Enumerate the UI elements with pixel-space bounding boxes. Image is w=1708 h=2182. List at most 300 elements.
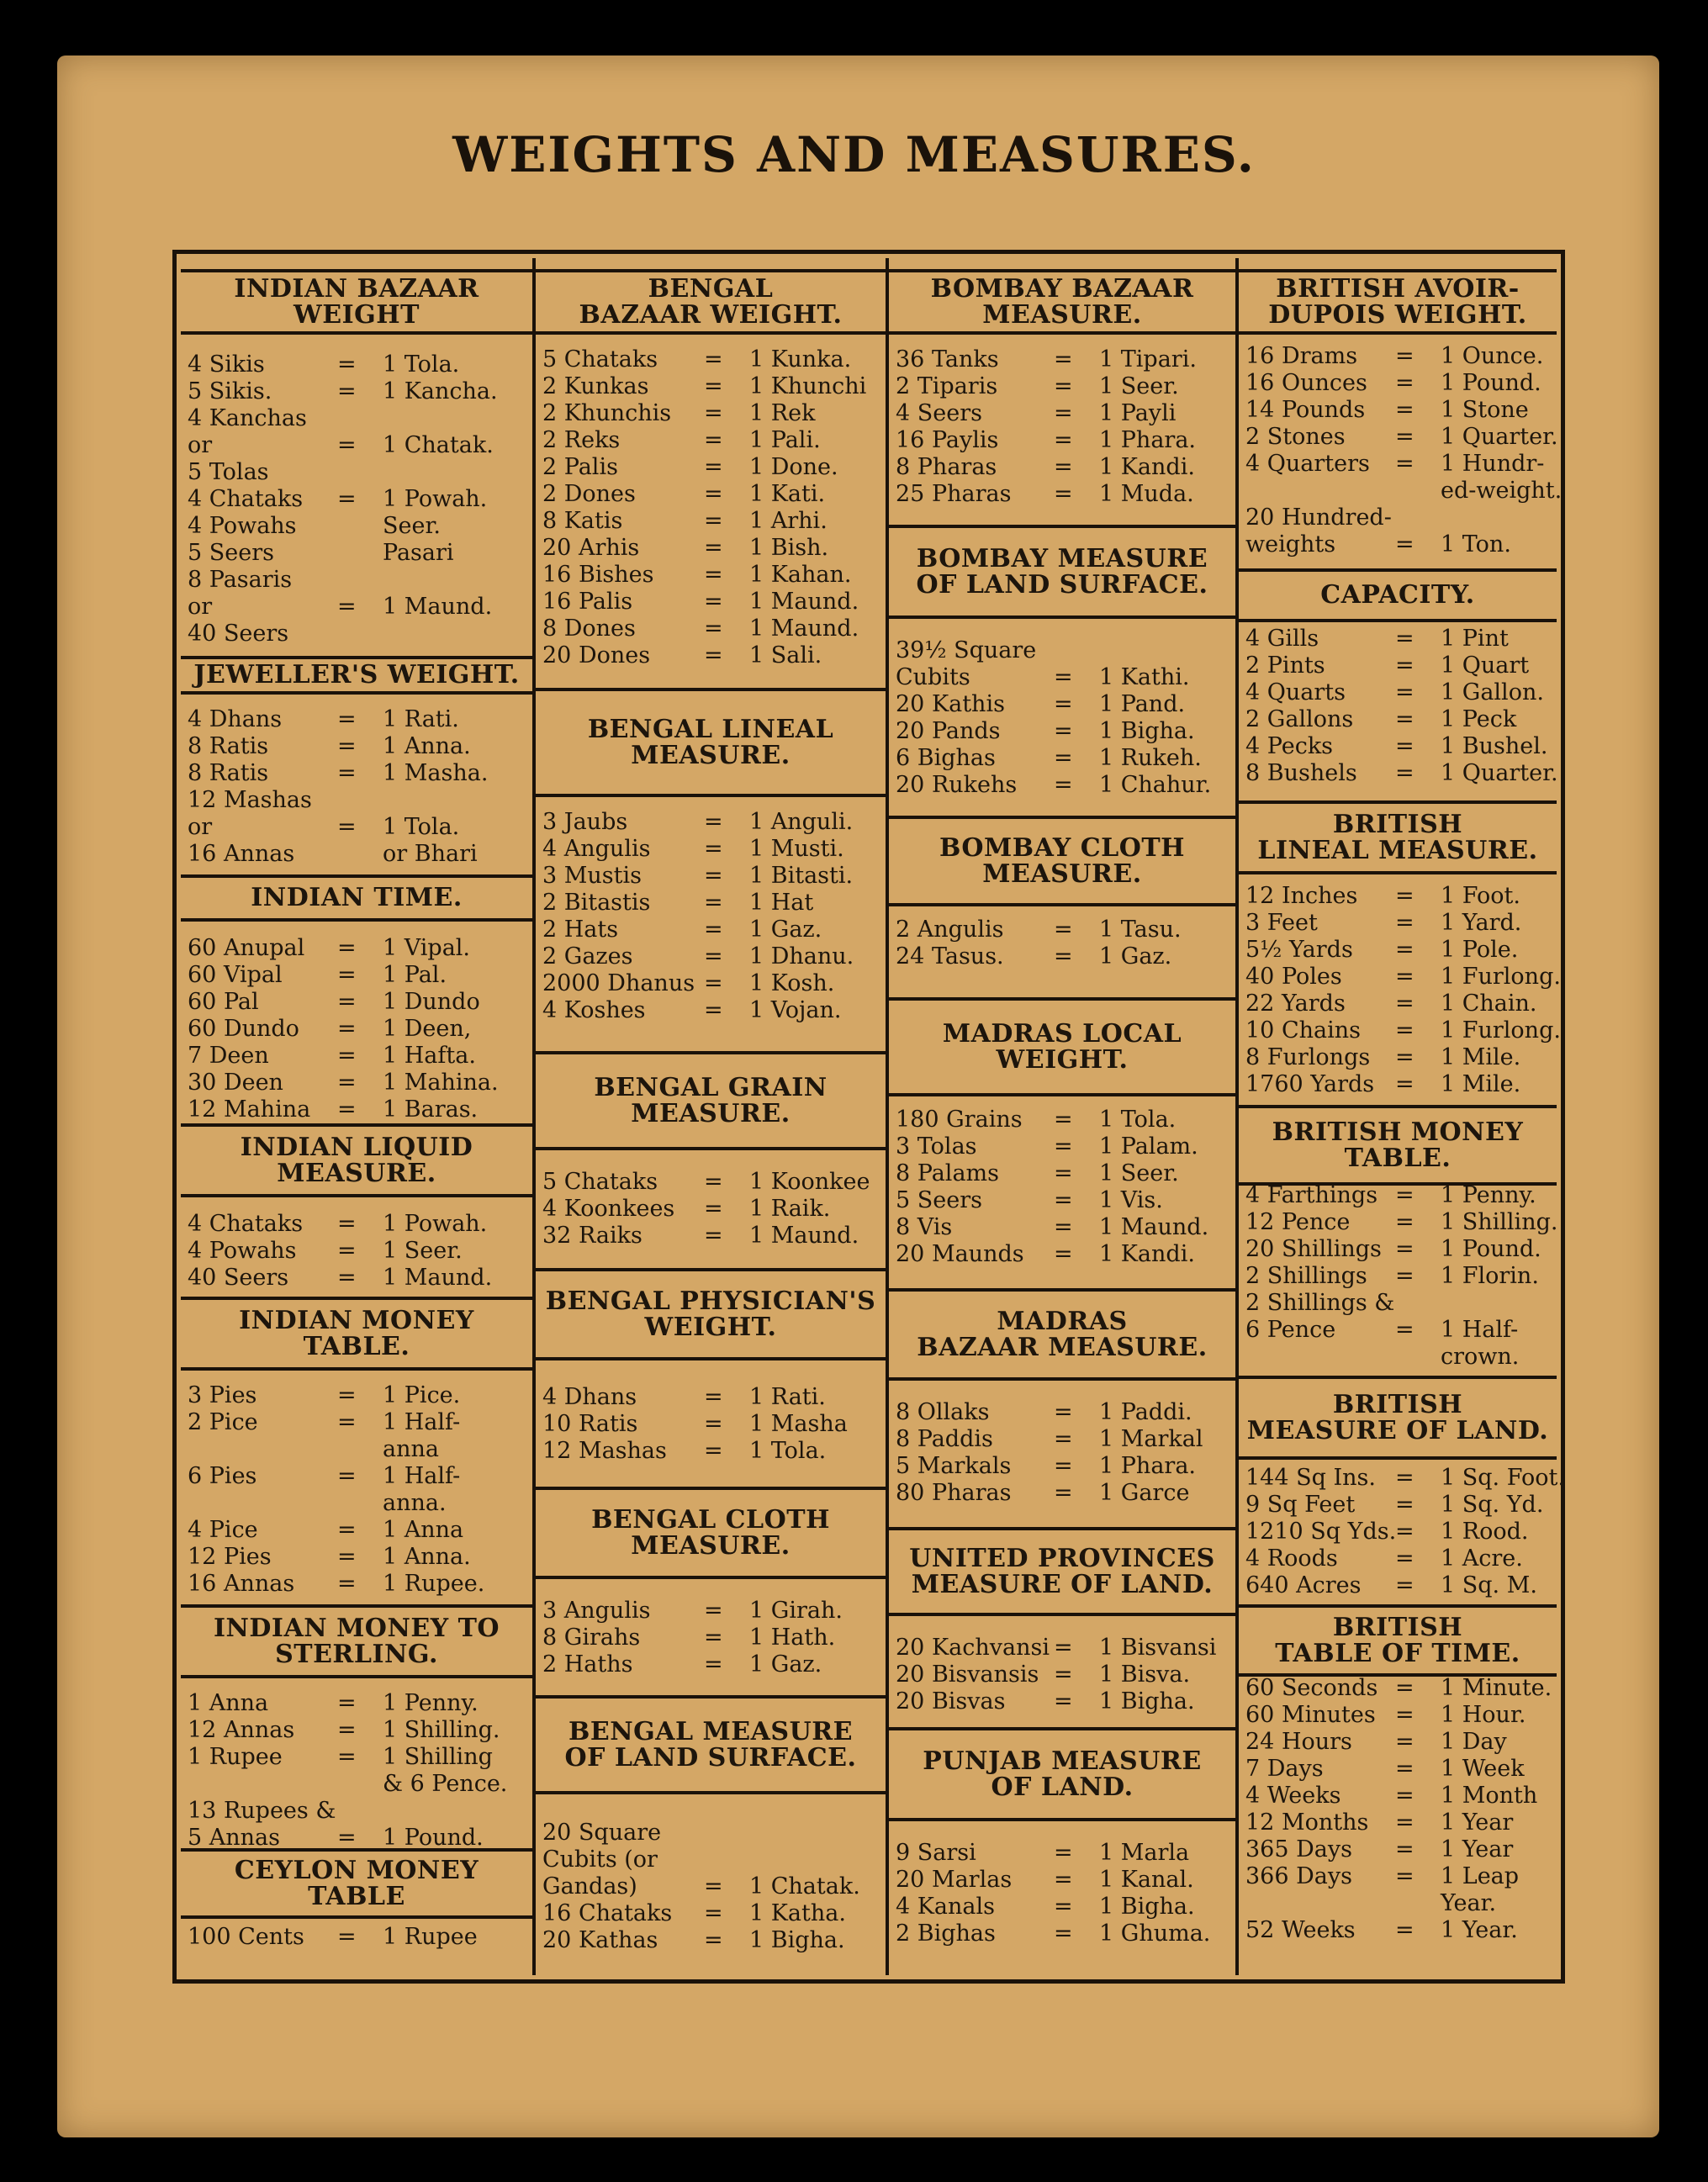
table-row bbox=[188, 989, 529, 1016]
row-equivalent: 1 Muda. bbox=[1099, 481, 1194, 507]
row-equivalent: 1 Week bbox=[1441, 1756, 1525, 1782]
equals-sign: = bbox=[1054, 691, 1073, 717]
section-heading-line: MADRAS LOCAL bbox=[942, 1018, 1182, 1049]
equals-sign: = bbox=[704, 535, 723, 561]
row-equivalent: 1 Furlong. bbox=[1441, 964, 1561, 990]
row-equivalent: 1 Sq. Yd. bbox=[1441, 1492, 1544, 1518]
row-quantity: 3 Pies bbox=[188, 1382, 257, 1408]
row-equivalent: 1 Kanal. bbox=[1099, 1867, 1194, 1893]
row-quantity: 5 Seers bbox=[896, 1187, 982, 1213]
equals-sign: = bbox=[704, 1900, 723, 1926]
row-equivalent: 1 Phara. bbox=[1099, 427, 1197, 453]
row-quantity: 1 Rupee bbox=[188, 1744, 283, 1770]
equals-sign: = bbox=[704, 1438, 723, 1464]
row-equivalent: 1 Gaz. bbox=[749, 1651, 822, 1677]
table-row bbox=[1245, 343, 1553, 370]
row-equivalent: 1 Maund. bbox=[383, 594, 493, 620]
row-equivalent: 1 Shilling bbox=[383, 1744, 493, 1770]
equals-sign: = bbox=[704, 481, 723, 507]
row-equivalent: anna bbox=[383, 1436, 439, 1462]
row-quantity: 7 Days bbox=[1245, 1756, 1324, 1782]
row-quantity: 4 Dhans bbox=[542, 1384, 637, 1410]
table-row bbox=[896, 454, 1232, 481]
equals-sign: = bbox=[1054, 917, 1073, 943]
row-equivalent: 1 Gallon. bbox=[1441, 679, 1544, 705]
table-row bbox=[896, 1920, 1232, 1947]
table-row bbox=[896, 1426, 1232, 1453]
table-row bbox=[896, 346, 1232, 373]
row-equivalent: 1 Kahan. bbox=[749, 562, 852, 588]
section-heading-line: BRITISH bbox=[1332, 1612, 1463, 1642]
row-equivalent: 1 Pal. bbox=[383, 962, 447, 988]
equals-sign: = bbox=[1395, 531, 1415, 557]
row-equivalent: 1 Chain. bbox=[1441, 991, 1537, 1017]
row-quantity: 20 Pands bbox=[896, 718, 1001, 744]
row-quantity: 4 Farthings bbox=[1245, 1182, 1378, 1208]
row-quantity: 16 Annas bbox=[188, 841, 295, 867]
section-heading bbox=[1239, 1604, 1557, 1677]
section-heading-line: BENGAL CLOTH bbox=[591, 1504, 830, 1535]
row-equivalent: 1 Kathi. bbox=[1099, 664, 1190, 690]
row-quantity: 8 Ollaks bbox=[896, 1399, 990, 1425]
equals-sign: = bbox=[1395, 1810, 1415, 1836]
row-equivalent: 1 Tola. bbox=[749, 1438, 827, 1464]
equals-sign: = bbox=[1054, 1399, 1073, 1425]
row-equivalent: 1 Tola. bbox=[383, 351, 460, 378]
section-heading-line: JEWELLER'S WEIGHT. bbox=[193, 660, 520, 690]
section-heading-line: MEASURE OF LAND. bbox=[911, 1570, 1214, 1599]
row-equivalent: crown. bbox=[1441, 1344, 1520, 1370]
row-equivalent: 1 Arhi. bbox=[749, 508, 828, 534]
row-equivalent: 1 Katha. bbox=[749, 1900, 846, 1926]
equals-sign: = bbox=[337, 1043, 357, 1069]
row-quantity: 9 Sarsi bbox=[896, 1840, 976, 1866]
equals-sign: = bbox=[704, 1625, 723, 1651]
table-row bbox=[1245, 626, 1553, 652]
row-equivalent: 1 Bisvansi bbox=[1099, 1635, 1217, 1661]
row-quantity: 80 Pharas bbox=[896, 1480, 1012, 1506]
row-equivalent: 1 Seer. bbox=[383, 1238, 463, 1264]
row-quantity: 22 Yards bbox=[1245, 991, 1346, 1017]
table-row bbox=[188, 1265, 529, 1292]
row-equivalent: 1 Minute. bbox=[1441, 1675, 1552, 1701]
table-row bbox=[1245, 937, 1553, 964]
row-equivalent: 1 Bitasti. bbox=[749, 863, 854, 889]
row-quantity: 4 Koonkees bbox=[542, 1196, 675, 1222]
row-quantity: 39½ Square bbox=[896, 637, 1037, 663]
table-row bbox=[188, 1490, 529, 1517]
section-heading bbox=[1239, 269, 1557, 335]
table-row bbox=[542, 373, 882, 400]
equals-sign: = bbox=[1054, 772, 1073, 798]
equals-sign: = bbox=[704, 1873, 723, 1899]
equals-sign: = bbox=[1054, 745, 1073, 771]
equals-sign: = bbox=[704, 427, 723, 453]
row-equivalent: 1 Marla bbox=[1099, 1840, 1190, 1866]
row-equivalent: 1 Bish. bbox=[749, 535, 829, 561]
table-row bbox=[188, 1382, 529, 1409]
equals-sign: = bbox=[704, 1927, 723, 1953]
table-row bbox=[542, 809, 882, 836]
row-quantity: 4 Kanchas bbox=[188, 405, 307, 431]
table-row bbox=[188, 1211, 529, 1238]
row-equivalent: 1 Hafta. bbox=[383, 1043, 476, 1069]
row-quantity: 8 Ratis bbox=[188, 733, 269, 759]
row-quantity: 16 Ounces bbox=[1245, 370, 1367, 396]
equals-sign: = bbox=[1395, 1545, 1415, 1572]
equals-sign: = bbox=[1395, 1756, 1415, 1782]
row-equivalent: 1 Pice. bbox=[383, 1382, 461, 1408]
row-equivalent: 1 Powah. bbox=[383, 1211, 488, 1237]
table-row bbox=[896, 1187, 1232, 1214]
row-equivalent: 1 Rati. bbox=[749, 1384, 826, 1410]
equals-sign: = bbox=[1395, 937, 1415, 963]
row-quantity: 24 Hours bbox=[1245, 1729, 1352, 1755]
table-row bbox=[542, 508, 882, 535]
equals-sign: = bbox=[704, 1169, 723, 1195]
row-quantity: 20 Bisvansis bbox=[896, 1662, 1039, 1688]
section-heading-line: BAZAAR WEIGHT. bbox=[579, 300, 843, 330]
equals-sign: = bbox=[1054, 718, 1073, 744]
section-heading-line: CAPACITY. bbox=[1320, 580, 1475, 610]
section-heading-line: PUNJAB MEASURE bbox=[923, 1746, 1202, 1776]
row-quantity: 100 Cents bbox=[188, 1924, 304, 1950]
section-heading-line: WEIGHT. bbox=[996, 1045, 1129, 1075]
row-quantity: 2 Palis bbox=[542, 454, 618, 480]
row-quantity: Cubits (or bbox=[542, 1847, 658, 1873]
row-quantity: 4 Gills bbox=[1245, 626, 1319, 652]
equals-sign: = bbox=[1054, 1867, 1073, 1893]
equals-sign: = bbox=[1054, 1187, 1073, 1213]
equals-sign: = bbox=[704, 1598, 723, 1624]
table-column bbox=[181, 258, 532, 1975]
table-row bbox=[896, 1635, 1232, 1662]
row-quantity: 40 Seers bbox=[188, 1265, 289, 1291]
row-equivalent: 1 Deen, bbox=[383, 1016, 472, 1042]
table-row bbox=[542, 890, 882, 917]
table-row bbox=[188, 841, 529, 868]
equals-sign: = bbox=[337, 1690, 357, 1716]
equals-sign: = bbox=[704, 508, 723, 534]
row-equivalent: 1 Seer. bbox=[1099, 373, 1179, 399]
row-quantity: or bbox=[188, 594, 213, 620]
section-heading bbox=[889, 816, 1235, 906]
table-row bbox=[188, 1463, 529, 1490]
row-equivalent: 1 Kunka. bbox=[749, 346, 852, 372]
equals-sign: = bbox=[1395, 1182, 1415, 1208]
equals-sign: = bbox=[704, 642, 723, 668]
table-row bbox=[1245, 370, 1553, 397]
row-quantity: 8 Pasaris bbox=[188, 567, 293, 593]
row-equivalent: 1 Pound. bbox=[1441, 1236, 1541, 1262]
row-quantity: 2 Bighas bbox=[896, 1920, 996, 1947]
table-row bbox=[542, 836, 882, 863]
section-heading bbox=[536, 269, 886, 335]
row-quantity: 8 Dones bbox=[542, 616, 636, 642]
section-heading-line: BRITISH bbox=[1332, 1389, 1463, 1419]
table-row bbox=[1245, 679, 1553, 706]
section-heading-line: TABLE OF TIME. bbox=[1275, 1639, 1520, 1668]
table-row bbox=[188, 1744, 529, 1771]
table-row bbox=[542, 616, 882, 642]
row-quantity: 640 Acres bbox=[1245, 1572, 1362, 1598]
row-equivalent: 1 Penny. bbox=[383, 1690, 479, 1716]
equals-sign: = bbox=[704, 836, 723, 862]
equals-sign: = bbox=[1054, 1635, 1073, 1661]
equals-sign: = bbox=[704, 809, 723, 835]
equals-sign: = bbox=[337, 706, 357, 732]
equals-sign: = bbox=[704, 400, 723, 426]
row-quantity: 5 Chataks bbox=[542, 346, 658, 372]
equals-sign: = bbox=[1054, 1453, 1073, 1479]
section-heading bbox=[889, 1527, 1235, 1616]
row-equivalent: 1 Masha bbox=[749, 1411, 848, 1437]
row-equivalent: 1 Acre. bbox=[1441, 1545, 1523, 1572]
equals-sign: = bbox=[704, 943, 723, 969]
equals-sign: = bbox=[1395, 397, 1415, 423]
table-row bbox=[896, 373, 1232, 400]
row-equivalent: 1 Markal bbox=[1099, 1426, 1203, 1452]
row-quantity: 12 Mashas bbox=[188, 787, 312, 813]
table-row bbox=[542, 1411, 882, 1438]
row-quantity: 8 Katis bbox=[542, 508, 623, 534]
equals-sign: = bbox=[337, 1571, 357, 1597]
equals-sign: = bbox=[1054, 1133, 1073, 1160]
row-equivalent: 1 Musti. bbox=[749, 836, 844, 862]
table-row bbox=[188, 760, 529, 787]
table-row bbox=[542, 1820, 882, 1847]
row-quantity: 16 Annas bbox=[188, 1571, 295, 1597]
table-row bbox=[1245, 1890, 1553, 1917]
row-equivalent: 1 Chatak. bbox=[749, 1873, 860, 1899]
row-quantity: 2 Dones bbox=[542, 481, 636, 507]
row-equivalent: 1 Paddi. bbox=[1099, 1399, 1192, 1425]
row-quantity: 1210 Sq Yds. bbox=[1245, 1519, 1397, 1545]
row-equivalent: 1 Gaz. bbox=[1099, 943, 1172, 969]
row-equivalent: 1 Garce bbox=[1099, 1480, 1190, 1506]
table-row bbox=[188, 594, 529, 621]
row-quantity: 5 Markals bbox=[896, 1453, 1012, 1479]
equals-sign: = bbox=[337, 594, 357, 620]
row-equivalent: 1 Penny. bbox=[1441, 1182, 1536, 1208]
table-row bbox=[1245, 1209, 1558, 1236]
table-row bbox=[1245, 1465, 1565, 1492]
table-row bbox=[1245, 478, 1563, 505]
section-heading-line: BENGAL GRAIN bbox=[594, 1072, 828, 1102]
equals-sign: = bbox=[337, 1544, 357, 1570]
row-equivalent: 1 Dundo bbox=[383, 989, 480, 1015]
table-row bbox=[896, 637, 1232, 664]
table-row bbox=[188, 540, 529, 567]
row-quantity: 2 Angulis bbox=[896, 917, 1004, 943]
table-row bbox=[1245, 1236, 1553, 1263]
row-quantity: 8 Vis bbox=[896, 1214, 953, 1240]
equals-sign: = bbox=[704, 1223, 723, 1249]
row-quantity: 5 Sikis. bbox=[188, 378, 272, 404]
table-row bbox=[1245, 991, 1553, 1017]
row-equivalent: 1 Kancha. bbox=[383, 378, 498, 404]
row-equivalent: anna. bbox=[383, 1490, 447, 1516]
row-equivalent: 1 Foot. bbox=[1441, 883, 1520, 909]
table-row bbox=[188, 1571, 529, 1598]
section-heading-line: MEASURE. bbox=[982, 300, 1142, 330]
row-equivalent: 1 Tola. bbox=[383, 814, 460, 840]
row-equivalent: 1 Kandi. bbox=[1099, 1241, 1195, 1267]
section-heading bbox=[181, 1848, 532, 1919]
row-quantity: 8 Girahs bbox=[542, 1625, 641, 1651]
row-quantity: 40 Poles bbox=[1245, 964, 1342, 990]
section-heading-line: BRITISH MONEY bbox=[1272, 1117, 1524, 1147]
table-row bbox=[896, 1160, 1232, 1187]
section-heading-line: BENGAL MEASURE bbox=[568, 1716, 854, 1746]
equals-sign: = bbox=[1054, 346, 1073, 372]
row-equivalent: 1 Pint bbox=[1441, 626, 1509, 652]
section-heading-line: INDIAN LIQUID bbox=[240, 1132, 473, 1162]
row-quantity: 60 Anupal bbox=[188, 935, 305, 961]
equals-sign: = bbox=[1395, 1071, 1415, 1097]
table-row bbox=[896, 427, 1232, 454]
equals-sign: = bbox=[337, 1825, 357, 1851]
row-quantity: 5 Tolas bbox=[188, 459, 269, 485]
row-quantity: 12 Pence bbox=[1245, 1209, 1351, 1235]
equals-sign: = bbox=[1395, 910, 1415, 936]
section-heading-line: TABLE. bbox=[1344, 1144, 1452, 1173]
row-equivalent: 1 Bigha. bbox=[1099, 1688, 1195, 1714]
row-equivalent: 1 Vojan. bbox=[749, 997, 842, 1023]
row-equivalent: 1 Gaz. bbox=[749, 917, 822, 943]
section-heading-line: MEASURE. bbox=[982, 859, 1142, 889]
table-row bbox=[1245, 1675, 1553, 1702]
equals-sign: = bbox=[704, 970, 723, 996]
table-row bbox=[896, 1107, 1232, 1133]
row-equivalent: 1 Palam. bbox=[1099, 1133, 1198, 1160]
row-quantity: 12 Mahina bbox=[188, 1096, 311, 1123]
row-equivalent: 1 Rati. bbox=[383, 706, 459, 732]
table-row bbox=[1245, 760, 1558, 787]
equals-sign: = bbox=[1395, 1465, 1415, 1491]
table-row bbox=[896, 664, 1232, 691]
section-heading bbox=[181, 1123, 532, 1197]
section-heading bbox=[889, 525, 1235, 619]
row-quantity: 5 Seers bbox=[188, 540, 274, 566]
row-quantity: 10 Ratis bbox=[542, 1411, 638, 1437]
row-equivalent: 1 Half- bbox=[1441, 1317, 1519, 1343]
row-equivalent: 1 Stone bbox=[1441, 397, 1529, 423]
row-quantity: 2 Pints bbox=[1245, 652, 1325, 679]
table-row bbox=[542, 997, 882, 1024]
row-equivalent: 1 Seer. bbox=[1099, 1160, 1179, 1186]
row-quantity: 20 Kathis bbox=[896, 691, 1005, 717]
row-equivalent: 1 Kosh. bbox=[749, 970, 835, 996]
section-heading-line: STERLING. bbox=[275, 1640, 438, 1669]
table-row bbox=[1245, 1572, 1553, 1599]
equals-sign: = bbox=[1395, 1236, 1415, 1262]
equals-sign: = bbox=[1395, 1863, 1415, 1889]
table-row bbox=[188, 1544, 529, 1571]
row-equivalent: 1 Mile. bbox=[1441, 1044, 1521, 1070]
row-quantity: 4 Weeks bbox=[1245, 1783, 1341, 1809]
row-equivalent: 1 Bigha. bbox=[749, 1927, 845, 1953]
row-equivalent: 1 Chatak. bbox=[383, 432, 494, 458]
equals-sign: = bbox=[1054, 1480, 1073, 1506]
row-quantity: or bbox=[188, 432, 213, 458]
table-row bbox=[1245, 1917, 1553, 1944]
equals-sign: = bbox=[1395, 1702, 1415, 1728]
row-equivalent: 1 Quarter. bbox=[1441, 760, 1558, 786]
table-row bbox=[542, 1900, 882, 1927]
row-quantity: 20 Dones bbox=[542, 642, 651, 668]
table-column bbox=[1235, 258, 1565, 1975]
table-row bbox=[896, 1399, 1232, 1426]
row-quantity: 3 Angulis bbox=[542, 1598, 651, 1624]
equals-sign: = bbox=[337, 1070, 357, 1096]
section-heading-line: BENGAL PHYSICIAN'S bbox=[545, 1286, 876, 1316]
row-equivalent: 1 Hour. bbox=[1441, 1702, 1526, 1728]
row-quantity: 2 Gazes bbox=[542, 943, 633, 969]
row-equivalent: 1 Maund. bbox=[383, 1265, 493, 1291]
equals-sign: = bbox=[1054, 1426, 1073, 1452]
row-equivalent: 1 Year bbox=[1441, 1836, 1514, 1862]
equals-sign: = bbox=[337, 1211, 357, 1237]
equals-sign: = bbox=[337, 432, 357, 458]
equals-sign: = bbox=[1395, 760, 1415, 786]
section-heading-line: LINEAL MEASURE. bbox=[1257, 836, 1538, 865]
section-heading-line: BENGAL LINEAL bbox=[587, 714, 834, 744]
row-equivalent: 1 Ghuma. bbox=[1099, 1920, 1211, 1947]
section-heading bbox=[889, 269, 1235, 335]
row-equivalent: 1 Half- bbox=[383, 1409, 461, 1435]
table-row bbox=[896, 1840, 1232, 1867]
equals-sign: = bbox=[1395, 652, 1415, 679]
row-quantity: 7 Deen bbox=[188, 1043, 269, 1069]
table-row bbox=[542, 1384, 882, 1411]
row-equivalent: 1 Bisva. bbox=[1099, 1662, 1191, 1688]
section-heading bbox=[181, 656, 532, 695]
row-quantity: 180 Grains bbox=[896, 1107, 1023, 1133]
table-row bbox=[1245, 531, 1553, 558]
row-quantity: 36 Tanks bbox=[896, 346, 999, 372]
table-row bbox=[1245, 1863, 1553, 1890]
table-row bbox=[1245, 1317, 1553, 1344]
row-quantity: 8 Bushels bbox=[1245, 760, 1357, 786]
row-quantity: 3 Jaubs bbox=[542, 809, 628, 835]
equals-sign: = bbox=[337, 935, 357, 961]
section-heading-line: CEYLON MONEY bbox=[234, 1855, 479, 1885]
row-quantity: 8 Ratis bbox=[188, 760, 269, 786]
table-row bbox=[896, 481, 1232, 508]
table-row bbox=[188, 1690, 529, 1717]
row-quantity: 9 Sq Feet bbox=[1245, 1492, 1356, 1518]
row-quantity: 8 Furlongs bbox=[1245, 1044, 1371, 1070]
section-heading-line: OF LAND SURFACE. bbox=[564, 1743, 857, 1773]
row-quantity: 60 Vipal bbox=[188, 962, 283, 988]
row-quantity: 5½ Yards bbox=[1245, 937, 1353, 963]
row-equivalent: 1 Dhanu. bbox=[749, 943, 854, 969]
table-row bbox=[188, 1043, 529, 1070]
section-heading bbox=[536, 1487, 886, 1579]
row-equivalent: 1 Chahur. bbox=[1099, 772, 1212, 798]
table-row bbox=[542, 1598, 882, 1625]
section-heading-line: MEASURE OF LAND. bbox=[1246, 1416, 1549, 1445]
equals-sign: = bbox=[337, 1265, 357, 1291]
equals-sign: = bbox=[337, 1517, 357, 1543]
row-quantity: 5 Chataks bbox=[542, 1169, 658, 1195]
row-quantity: 365 Days bbox=[1245, 1836, 1352, 1862]
row-quantity: 24 Tasus. bbox=[896, 943, 1004, 969]
row-equivalent: 1 Yard. bbox=[1441, 910, 1522, 936]
row-equivalent: 1 Anna. bbox=[383, 733, 471, 759]
equals-sign: = bbox=[1054, 1894, 1073, 1920]
